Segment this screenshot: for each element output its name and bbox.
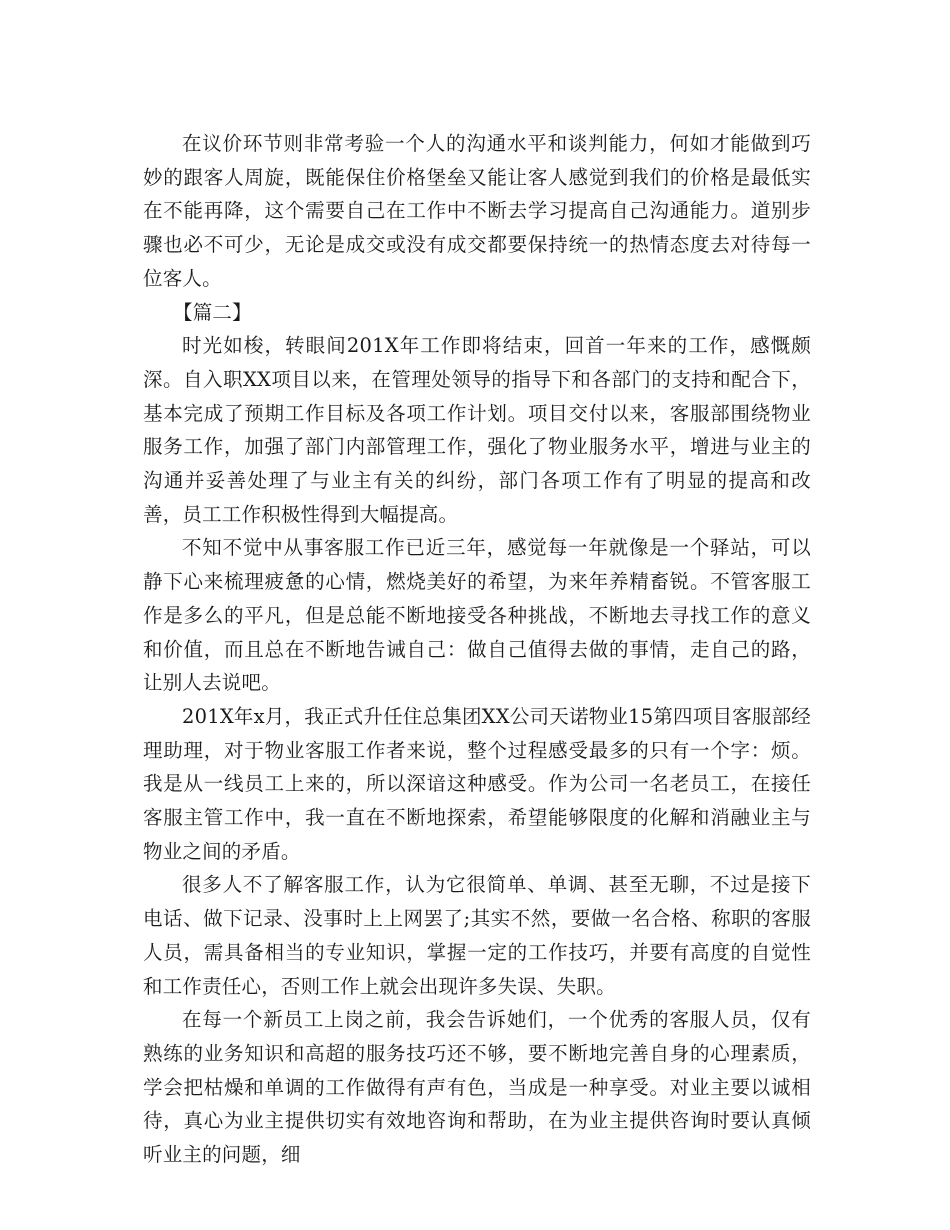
paragraph-three-years: 不知不觉中从事客服工作已近三年，感觉每一年就像是一个驿站，可以静下心来梳理疲惫的心情，燃烧美好的希望，为来年养精畜锐。不管客服工作是多么的平凡，但是总能不断地接受各种挑战，不断地去寻找工作的意义和价值，而且总在不断地告诫自己：做自己值得去做的事情，走自己的路，让别人去说吧。 <box>143 536 811 695</box>
document-body <box>143 127 811 1172</box>
paragraph-promotion: 201X年x月，我正式升任住总集团XX公司天诺物业15第四项目客服部经理助理，对于物业客服工作者来说，整个过程感受最多的只有一个字：烦。我是从一线员工上来的，所以深谙这种感受。作为公司一名老员工，在接任客服主管工作中，我一直在不断地探索，希望能够限度的化解和消融业主与物业之间的矛盾。 <box>143 704 811 863</box>
paragraph-year-review: 时光如梭，转眼间201X年工作即将结束，回首一年来的工作，感慨颇深。自入职XX项目以来，在管理处领导的指导下和各部门的支持和配合下，基本完成了预期工作目标及各项工作计划。项目交付以来，客服部围绕物业服务工作，加强了部门内部管理工作，强化了物业服务水平，增进与业主的沟通并妥善处理了与业主有关的纠纷，部门各项工作有了明显的提高和改善，员工工作积极性得到大幅提高。 <box>143 334 811 526</box>
paragraph-negotiation: 在议价环节则非常考验一个人的沟通水平和谈判能力，何如才能做到巧妙的跟客人周旋，既能保住价格堡垒又能让客人感觉到我们的价格是最低实在不能再降，这个需要自己在工作中不断去学习提高自己沟通能力。道别步骤也必不可少，无论是成交或没有成交都要保持统一的热情态度去对待每一位客人。 <box>143 132 811 290</box>
paragraph-misconception: 很多人不了解客服工作，认为它很简单、单调、甚至无聊，不过是接下电话、做下记录、没事时上上网罢了;其实不然，要做一名合格、称职的客服人员，需具备相当的专业知识，掌握一定的工作技巧，并要有高度的自觉性和工作责任心，否则工作上就会出现许多失误、失职。 <box>143 873 811 998</box>
paragraph-new-staff: 在每一个新员工上岗之前，我会告诉她们，一个优秀的客服人员，仅有熟练的业务知识和高超的服务技巧还不够，要不断地完善自身的心理素质，学会把枯燥和单调的工作做得有声有色，当成是一种享受。对业主要以诚相待，真心为业主提供切实有效地咨询和帮助，在为业主提供咨询时要认真倾听业主的问题，细 <box>143 1008 811 1167</box>
section-heading: 【篇二】 <box>173 300 252 324</box>
